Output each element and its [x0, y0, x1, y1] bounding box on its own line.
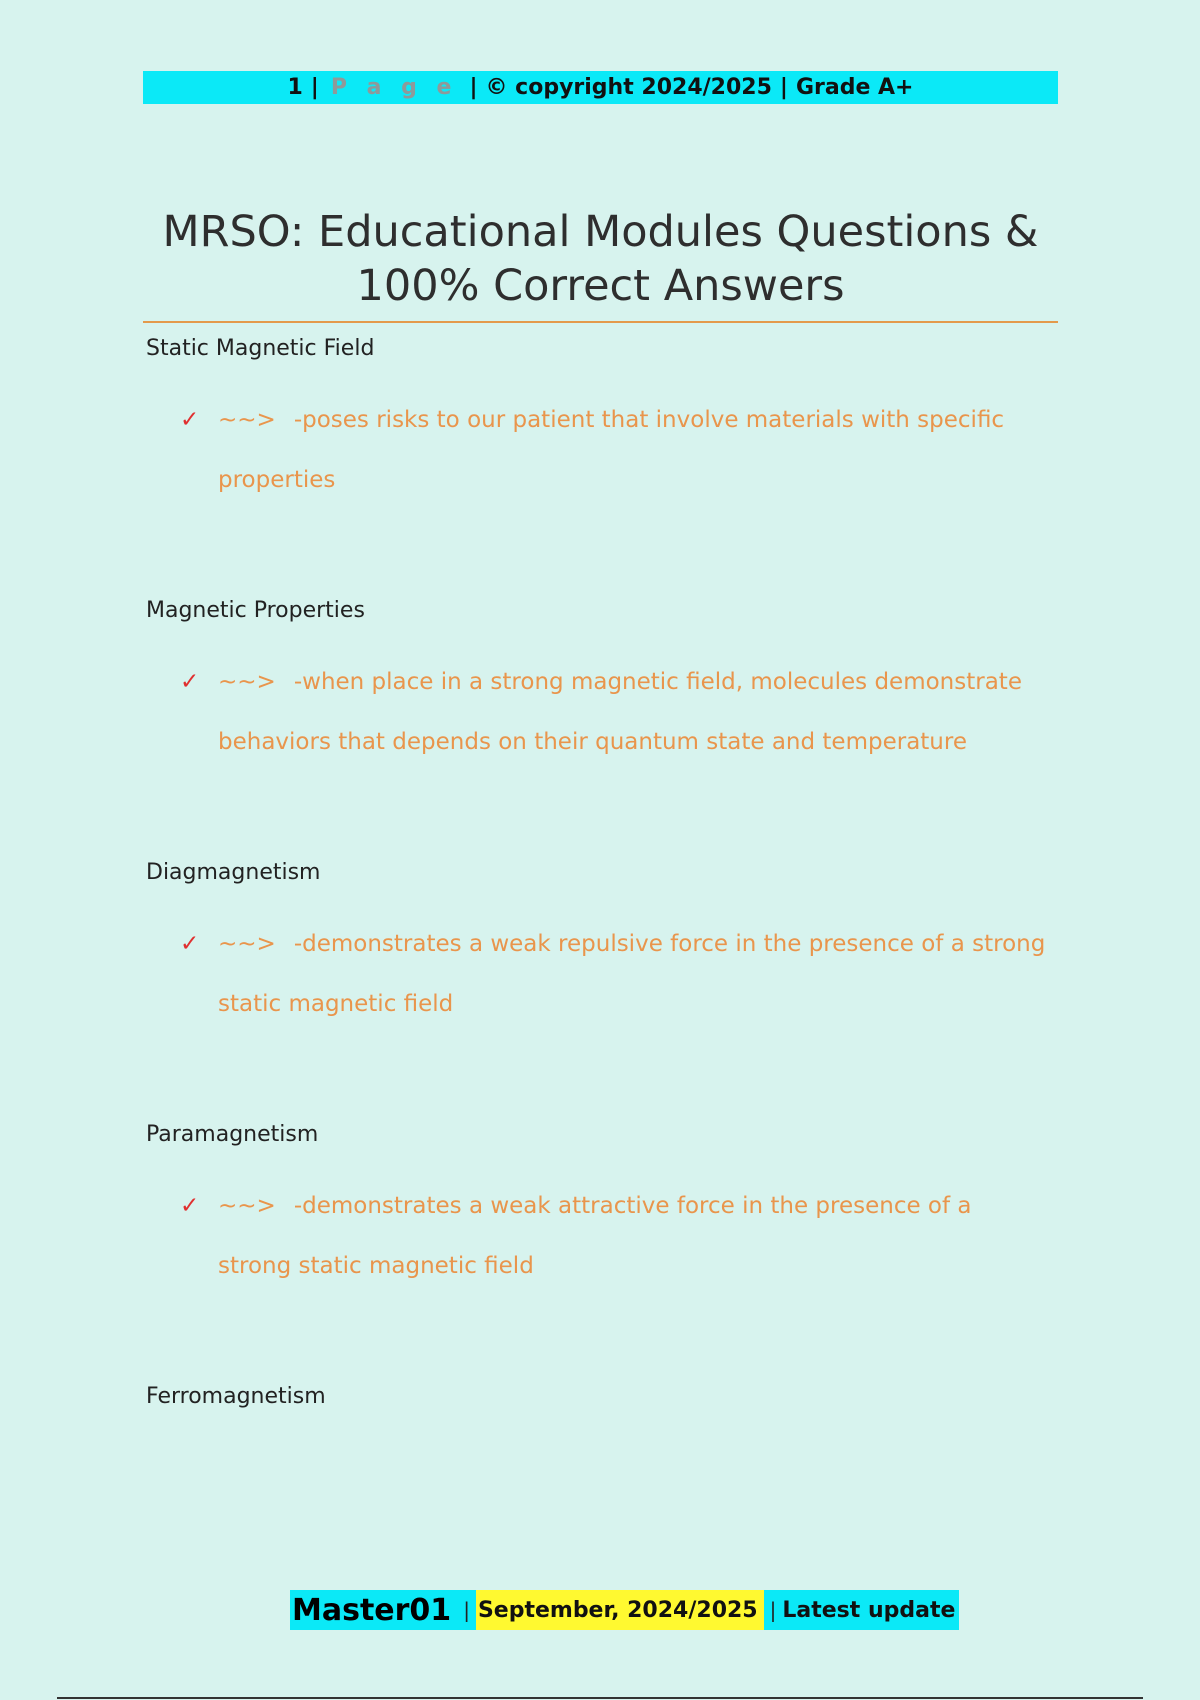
answer-line-1: -demonstrates a weak repulsive force in the presence of a strong: [293, 931, 1046, 957]
answer-line-2: behaviors that depends on their quantum state and temperature: [218, 729, 967, 755]
grade-text: Grade A+: [795, 75, 914, 100]
header-separator: |: [469, 75, 478, 100]
page-word: P a g e: [330, 75, 458, 100]
answer-static-magnetic-field: [180, 390, 1060, 510]
answer-line-1: -when place in a strong magnetic field, molecules demonstrate: [293, 669, 1022, 695]
answer-line-2: strong static magnetic field: [218, 1253, 534, 1279]
arrow-marker: ~~>: [218, 407, 276, 433]
document-title: [143, 205, 1058, 313]
answer-magnetic-properties: [180, 652, 1060, 772]
answer-diagmagnetism: [180, 914, 1060, 1034]
footer-latest-update: Latest update: [782, 1590, 959, 1630]
arrow-marker: ~~>: [218, 669, 276, 695]
check-icon: ✓: [180, 669, 200, 695]
page-header: [143, 71, 1058, 104]
header-separator: |: [310, 75, 319, 100]
term-static-magnetic-field: Static Magnetic Field: [146, 336, 375, 361]
page-number: 1: [287, 75, 303, 100]
check-icon: ✓: [180, 407, 200, 433]
footer-brand: Master01: [290, 1590, 457, 1630]
check-icon: ✓: [180, 1193, 200, 1219]
title-divider: [143, 321, 1058, 323]
answer-line-2: static magnetic field: [218, 991, 454, 1017]
footer-separator: |: [764, 1590, 783, 1630]
header-separator: |: [779, 75, 788, 100]
answer-line-1: -demonstrates a weak attractive force in the presence of a: [293, 1193, 972, 1219]
arrow-marker: ~~>: [218, 931, 276, 957]
bottom-divider: [57, 1697, 1143, 1699]
term-paramagnetism: Paramagnetism: [146, 1122, 319, 1147]
title-line-1: MRSO: Educational Modules Questions &: [162, 207, 1039, 257]
term-ferromagnetism: Ferromagnetism: [146, 1384, 326, 1409]
footer-separator: |: [457, 1590, 476, 1630]
arrow-marker: ~~>: [218, 1193, 276, 1219]
check-icon: ✓: [180, 931, 200, 957]
term-magnetic-properties: Magnetic Properties: [146, 598, 365, 623]
term-diagmagnetism: Diagmagnetism: [146, 860, 321, 885]
page-footer: [290, 1590, 959, 1630]
footer-date: September, 2024/2025: [476, 1590, 764, 1630]
title-line-2: 100% Correct Answers: [356, 261, 845, 311]
answer-line-1: -poses risks to our patient that involve materials with specific: [293, 407, 1005, 433]
copyright-text: © copyright 2024/2025: [485, 75, 772, 100]
answer-line-2: properties: [218, 467, 336, 493]
answer-paramagnetism: [180, 1176, 1060, 1296]
